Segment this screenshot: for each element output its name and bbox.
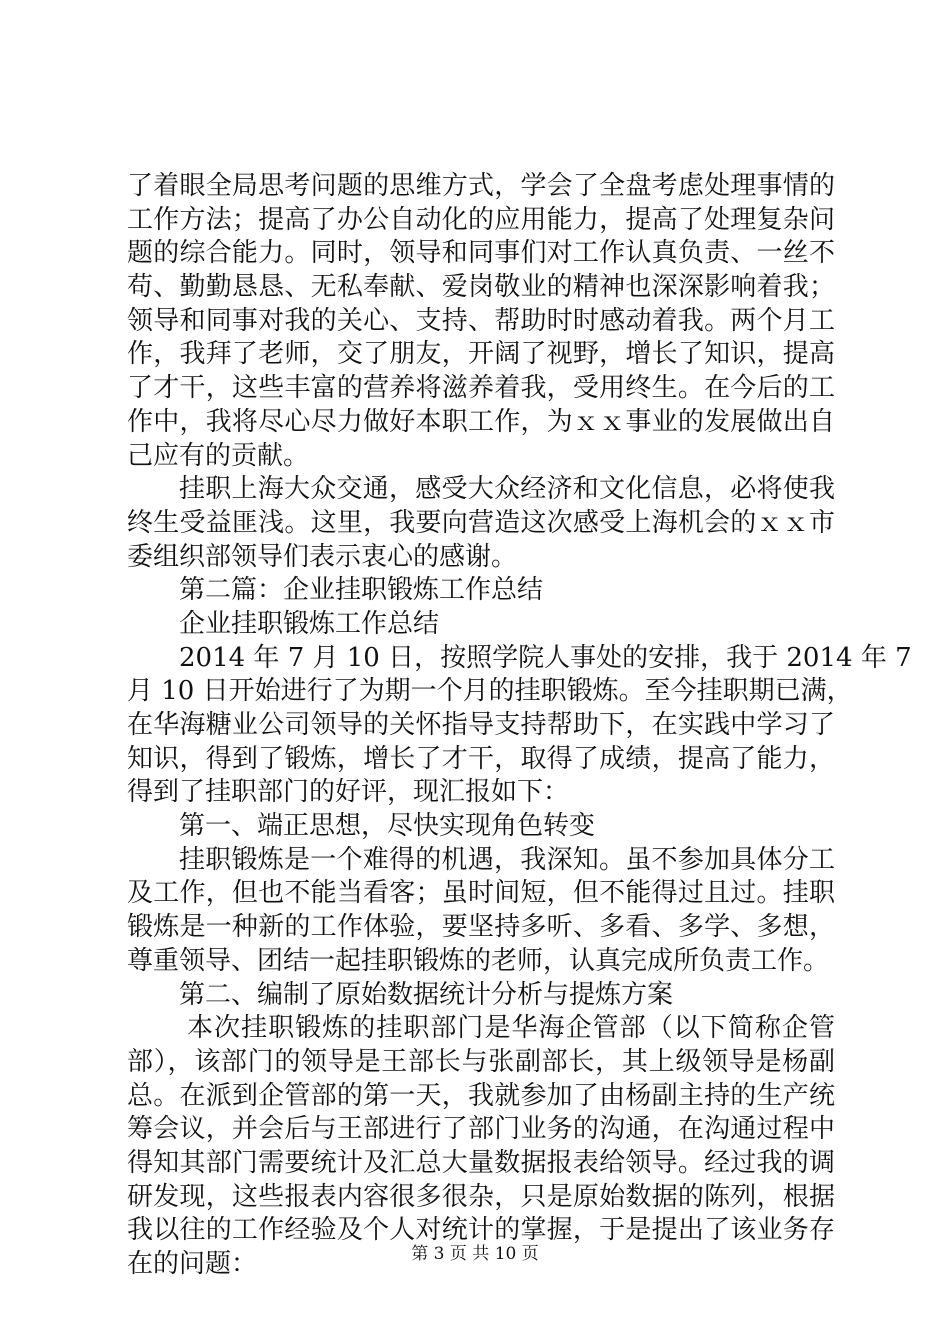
text-line: 作中，我将尽心尽力做好本职工作，为ｘｘ事业的发展做出自 <box>127 406 835 437</box>
text-line: 筹会议，并会后与王部进行了部门业务的沟通，在沟通过程中 <box>127 1114 835 1145</box>
subsection-heading: 第一、端正思想，尽快实现角色转变 <box>179 811 596 842</box>
text-line: 得到了挂职部门的好评，现汇报如下： <box>127 777 570 808</box>
text-line: 在的问题： <box>127 1249 258 1279</box>
section-heading: 第二篇：企业挂职锻炼工作总结 <box>179 575 544 606</box>
document-body <box>127 170 912 1282</box>
paragraph-start-line: 2014 年 7 月 10 日，按照学院人事处的安排，我于 2014 年 7 <box>179 642 912 673</box>
paragraph-start-line: 挂职上海大众交通，感受大众经济和文化信息，必将使我 <box>179 474 835 505</box>
text-line: 苟、勤勤恳恳、无私奉献、爱岗敬业的精神也深深影响着我； <box>127 272 835 303</box>
text-line: 了才干，这些丰富的营养将滋养着我，受用终生。在今后的工 <box>127 373 835 404</box>
text-line: 己应有的贡献。 <box>127 440 310 471</box>
subsection-heading: 第二、编制了原始数据统计分析与提炼方案 <box>179 979 674 1010</box>
page-number-footer: 第 3 页 共 10 页 <box>411 1244 539 1264</box>
paragraph-start-line: 挂职锻炼是一个难得的机遇，我深知。虽不参加具体分工 <box>179 844 835 875</box>
text-line: 我以往的工作经验及个人对统计的掌握，于是提出了该业务存 <box>127 1215 835 1246</box>
text-line: 在华海糖业公司领导的关怀指导支持帮助下，在实践中学习了 <box>127 710 835 740</box>
text-line: 月 10 日开始进行了为期一个月的挂职锻炼。至今挂职期已满， <box>127 676 853 707</box>
text-line: 部），该部门的领导是王部长与张副部长，其上级领导是杨副 <box>127 1046 835 1077</box>
text-line: 题的综合能力。同时，领导和同事们对工作认真负责、一丝不 <box>127 238 835 269</box>
text-line: 总。在派到企管部的第一天，我就参加了由杨副主持的生产统 <box>127 1080 835 1111</box>
text-line: 工作方法；提高了办公自动化的应用能力，提高了处理复杂问 <box>127 204 835 235</box>
text-line: 尊重领导、团结一起挂职锻炼的老师，认真完成所负责工作。 <box>127 945 830 976</box>
document-title: 企业挂职锻炼工作总结 <box>179 608 440 639</box>
text-line: 研发现，这些报表内容很多很杂，只是原始数据的陈列，根据 <box>127 1181 835 1212</box>
text-line: 了着眼全局思考问题的思维方式，学会了全盘考虑处理事情的 <box>127 171 835 201</box>
text-line: 锻炼是一种新的工作体验，要坚持多听、多看、多学、多想， <box>127 912 835 943</box>
paragraph-start-line: 本次挂职锻炼的挂职部门是华海企管部（以下简称企管 <box>187 1013 835 1044</box>
text-line: 知识，得到了锻炼，增长了才干，取得了成绩，提高了能力， <box>127 743 835 774</box>
text-line: 及工作，但也不能当看客；虽时间短，但不能得过且过。挂职 <box>127 878 835 909</box>
text-line: 得知其部门需要统计及汇总大量数据报表给领导。经过我的调 <box>127 1147 835 1178</box>
text-line: 作，我拜了老师，交了朋友，开阔了视野，增长了知识，提高 <box>127 339 835 370</box>
text-line: 终生受益匪浅。这里，我要向营造这次感受上海机会的ｘｘ市 <box>127 507 835 538</box>
text-line: 领导和同事对我的关心、支持、帮助时时感动着我。两个月工 <box>127 305 835 336</box>
text-line: 委组织部领导们表示衷心的感谢。 <box>127 541 518 572</box>
